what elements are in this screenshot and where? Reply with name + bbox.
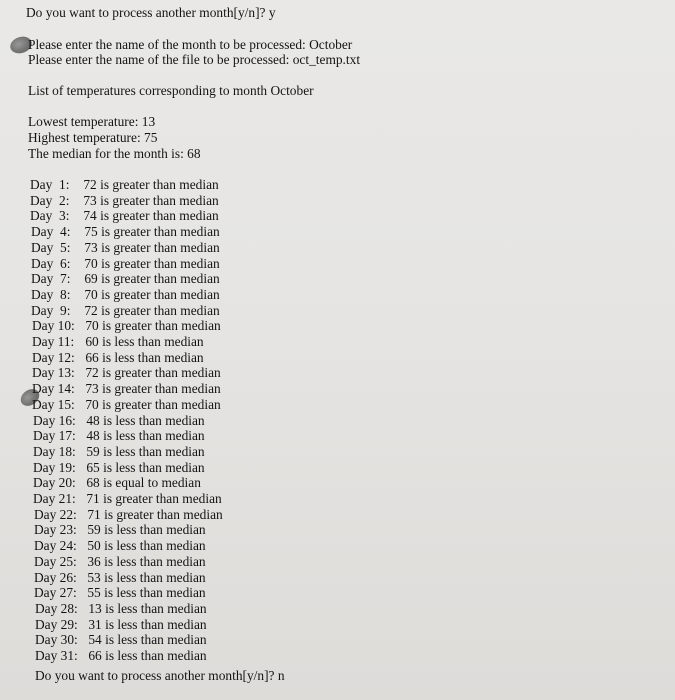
day-label: Day 30:: [35, 632, 78, 648]
day-row: [30, 193, 219, 209]
day-comparison: 66 is less than median: [88, 648, 207, 663]
day-comparison: 53 is less than median: [87, 569, 206, 585]
day-comparison: 66 is less than median: [85, 349, 204, 365]
day-comparison: 59 is less than median: [87, 522, 206, 538]
day-comparison: 70 is greater than median: [85, 396, 221, 412]
day-comparison: 50 is less than median: [87, 538, 206, 554]
day-row: [31, 256, 220, 272]
day-label: Day 21:: [33, 491, 76, 506]
day-row: [35, 617, 207, 633]
day-row: [32, 365, 221, 381]
day-comparison: 71 is greater than median: [87, 506, 223, 522]
day-comparison: 13 is less than median: [88, 600, 207, 616]
day-row: [35, 648, 207, 664]
day-label: Day 20:: [33, 475, 76, 491]
day-row: [34, 554, 206, 570]
day-label: Day 15:: [32, 396, 75, 412]
day-label: Day 17:: [33, 428, 76, 444]
list-header: List of temperatures corresponding to month October: [28, 83, 314, 98]
day-comparison: 74 is greater than median: [83, 208, 219, 224]
day-label: Day 26:: [34, 569, 77, 585]
day-row: [33, 460, 205, 476]
day-row: [32, 350, 204, 366]
day-label: Day 5:: [31, 239, 71, 255]
day-label: Day 12:: [32, 349, 75, 365]
day-label: Day 22:: [34, 506, 77, 522]
day-label: Day 23:: [34, 522, 77, 538]
day-label: Day 4:: [31, 224, 71, 240]
day-comparison: 72 is greater than median: [83, 177, 219, 192]
day-comparison: 73 is greater than median: [84, 239, 220, 255]
lowest-temperature: Lowest temperature: 13: [28, 114, 156, 129]
day-row: [32, 334, 204, 350]
day-comparison: 71 is greater than median: [86, 491, 222, 506]
day-comparison: 36 is less than median: [87, 553, 206, 569]
day-row: [33, 428, 205, 444]
day-comparison: 60 is less than median: [85, 334, 204, 349]
day-comparison: 70 is greater than median: [85, 318, 221, 334]
day-row: [31, 224, 220, 240]
day-row: [34, 570, 206, 586]
day-comparison: 72 is greater than median: [84, 302, 220, 318]
day-row: [33, 491, 222, 507]
enter-month-line: Please enter the name of the month to be processed: October: [28, 37, 353, 52]
day-row: [31, 240, 220, 256]
day-label: Day 16:: [33, 412, 76, 428]
day-label: Day 18:: [33, 443, 76, 459]
day-row: [32, 318, 221, 334]
day-row: [34, 585, 206, 601]
day-label: Day 11:: [32, 334, 75, 349]
day-comparison: 65 is less than median: [86, 459, 205, 475]
day-label: Day 19:: [33, 459, 76, 475]
day-label: Day 24:: [34, 538, 77, 554]
prompt-process-again: Do you want to process another month[y/n]? y: [26, 5, 276, 20]
day-comparison: 73 is greater than median: [85, 381, 221, 397]
day-comparison: 70 is greater than median: [84, 255, 220, 271]
highest-temperature: Highest temperature: 75: [28, 130, 158, 145]
day-label: Day 2:: [30, 192, 70, 208]
day-row: [30, 177, 219, 193]
day-row: [31, 303, 220, 319]
day-row: [30, 208, 219, 224]
day-label: Day 29:: [35, 616, 78, 632]
day-row: [31, 271, 220, 287]
day-label: Day 7:: [31, 271, 71, 287]
day-comparison: 68 is equal to median: [86, 475, 201, 491]
day-label: Day 3:: [30, 208, 70, 224]
day-label: Day 14:: [32, 381, 75, 397]
day-label: Day 10:: [32, 318, 75, 334]
median-line: The median for the month is: 68: [28, 146, 201, 161]
day-row: [35, 601, 207, 617]
day-label: Day 9:: [31, 302, 71, 318]
day-label: Day 28:: [35, 600, 78, 616]
day-comparison: 72 is greater than median: [85, 365, 221, 381]
day-row: [33, 444, 205, 460]
day-label: Day 6:: [31, 255, 71, 271]
day-row: [32, 381, 221, 397]
day-label: Day 27:: [34, 585, 77, 601]
day-comparison: 69 is greater than median: [84, 271, 220, 287]
day-comparison: 31 is less than median: [88, 616, 207, 632]
day-row: [31, 287, 220, 303]
day-row: [33, 475, 201, 491]
day-row: [34, 507, 223, 523]
day-comparison: 75 is greater than median: [84, 224, 220, 240]
day-comparison: 48 is less than median: [86, 428, 205, 444]
day-comparison: 48 is less than median: [86, 412, 205, 428]
day-comparison: 55 is less than median: [87, 585, 206, 601]
day-label: Day 13:: [32, 365, 75, 381]
day-comparison: 59 is less than median: [86, 443, 205, 459]
prompt-process-end: Do you want to process another month[y/n]? n: [35, 668, 285, 683]
day-comparison: 70 is greater than median: [84, 286, 220, 302]
day-comparison: 73 is greater than median: [83, 192, 219, 208]
enter-file-line: Please enter the name of the file to be processed: oct_temp.txt: [28, 52, 361, 67]
day-label: Day 25:: [34, 553, 77, 569]
day-row: [34, 538, 206, 554]
day-row: [35, 632, 207, 648]
day-label: Day 8:: [31, 286, 71, 302]
day-row: [34, 522, 206, 538]
day-row: [32, 397, 221, 413]
day-comparison: 54 is less than median: [88, 632, 207, 648]
day-label: Day 1:: [30, 177, 70, 192]
day-row: [33, 413, 205, 429]
day-label: Day 31:: [35, 648, 78, 663]
